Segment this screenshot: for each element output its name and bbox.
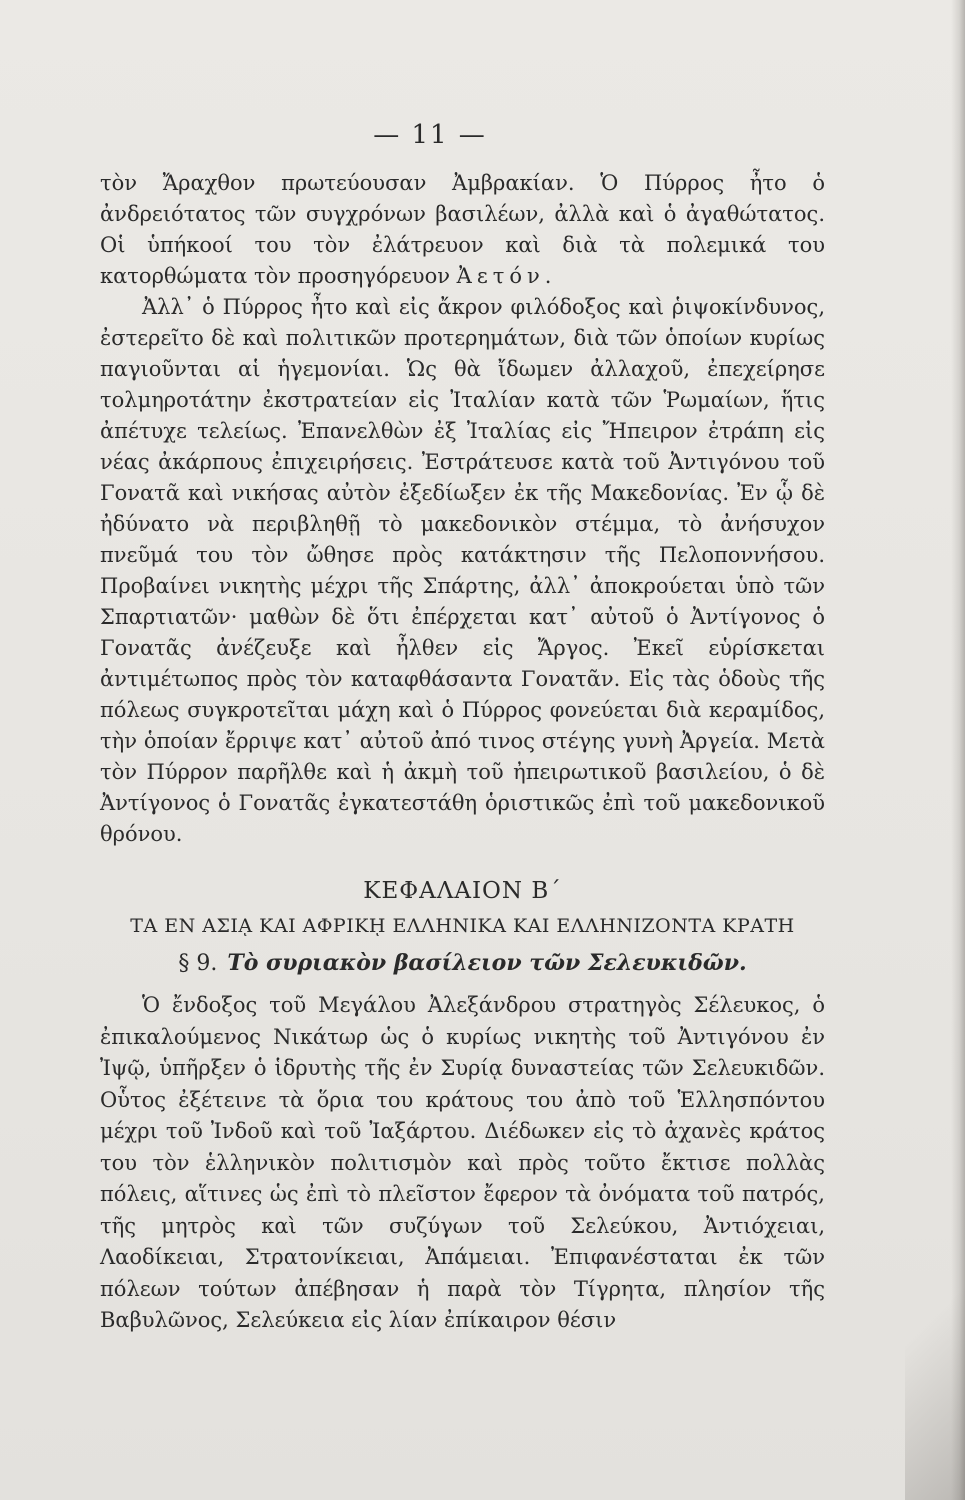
section-number: § 9. bbox=[178, 951, 218, 976]
section-title: Τὸ συριακὸν βασίλειον τῶν Σελευκιδῶν. bbox=[227, 950, 747, 976]
section-text-block bbox=[100, 990, 825, 1337]
section-paragraph: Ὁ ἔνδοξος τοῦ Μεγάλου Ἀλεξάνδρου στρατηγὸς Σέλευκος, ὁ ἐπικαλούμενος Νικάτωρ ὡς ὁ κυρίως νικητὴς τοῦ Ἀντιγόνου ἐν Ἰψῷ, ὑπῆρξεν ὁ ἱδρυτὴς τῆς ἐν Συρίᾳ δυναστείας τῶν Σελευκιδῶν. Οὗτος ἐξέτεινε τὰ ὅρια του κράτους του ἀπὸ τοῦ Ἑλλησπόντου μέχρι τοῦ Ἰνδοῦ καὶ τοῦ Ἰαξάρτου. Διέδωκεν εἰς τὸ ἀχανὲς κράτος του τὸν ἑλληνικὸν πολιτισμὸν καὶ πρὸς τοῦτο ἔκτισε πολλὰς πόλεις, αἵτινες ὡς ἐπὶ τὸ πλεῖστον ἔφερον τὰ ὀνόματα τοῦ πατρός, τῆς μητρὸς καὶ τῶν συζύγων τοῦ Σελεύκου, Ἀντιόχειαι, Λαοδίκειαι, Στρατονίκειαι, Ἀπάμειαι. Ἐπιφανέσταται ἐκ τῶν πόλεων τούτων ἀπέβησαν ἡ παρὰ τὸν Τίγρητα, πλησίον τῆς Βαβυλῶνος, Σελεύκεια εἰς λίαν ἐπίκαιρον θέσιν bbox=[100, 993, 825, 1332]
page-corner-shadow bbox=[905, 1200, 965, 1500]
main-text-block bbox=[100, 168, 825, 850]
paragraph-1-text: τὸν Ἄραχθον πρωτεύουσαν Ἀμβρακίαν. Ὁ Πύρρος ἦτο ὁ ἀνδρειότατος τῶν συγχρόνων βασιλέων, ἀλλὰ καὶ ὁ ἀγαθώτατος. Οἱ ὑπήκοοί του τὸν ἐλάτρευον καὶ διὰ τὰ πολεμικά του κατορθώματα τὸν προσηγόρευον bbox=[100, 171, 825, 288]
emphasized-word: Ἀετόν. bbox=[456, 264, 557, 288]
chapter-subtitle: ΤΑ ΕΝ ΑΣΙᾼ ΚΑΙ ΑΦΡΙΚῌ ΕΛΛΗΝΙΚΑ ΚΑΙ ΕΛΛΗΝΙΖΟΝΤΑ ΚΡΑΤΗ bbox=[130, 915, 795, 937]
section-heading bbox=[100, 950, 825, 976]
paragraph-1 bbox=[100, 168, 825, 292]
page-number: — 11 — bbox=[373, 120, 487, 150]
chapter-title: ΚΕΦΑΛΑΙΟΝ Β´ bbox=[363, 878, 562, 904]
paragraph-2: Ἀλλ᾽ ὁ Πύρρος ἦτο καὶ εἰς ἄκρον φιλόδοξος καὶ ῥιψοκίνδυνος, ἐστερεῖτο δὲ καὶ πολιτικῶν προτερημάτων, διὰ τῶν ὁποίων κυρίως παγιοῦνται αἱ ἡγεμονίαι. Ὡς θὰ ἴδωμεν ἀλλαχοῦ, ἐπεχείρησε τολμηροτάτην ἐκστρατείαν εἰς Ἰταλίαν κατὰ τῶν Ῥωμαίων, ἥτις ἀπέτυχε τελείως. Ἐπανελθὼν ἐξ Ἰταλίας εἰς Ἤπειρον ἐτράπη εἰς νέας ἀκάρπους ἐπιχειρήσεις. Ἐστράτευσε κατὰ τοῦ Ἀντιγόνου τοῦ Γονατᾶ καὶ νικήσας αὐτὸν ἐξεδίωξεν ἐκ τῆς Μακεδονίας. Ἐν ᾧ δὲ ἠδύνατο νὰ περιβληθῇ τὸ μακεδονικὸν στέμμα, τὸ ἀνήσυχον πνεῦμά του τὸν ὤθησε πρὸς κατάκτησιν τῆς Πελοποννήσου. Προβαίνει νικητὴς μέχρι τῆς Σπάρτης, ἀλλ᾽ ἀποκρούεται ὑπὸ τῶν Σπαρτιατῶν· μαθὼν δὲ ὅτι ἐπέρχεται κατ᾽ αὐτοῦ ὁ Ἀντίγονος ὁ Γονατᾶς ἀνέζευξε καὶ ἦλθεν εἰς Ἄργος. Ἐκεῖ εὑρίσκεται ἀντιμέτωπος πρὸς τὸν καταφθάσαντα Γονατᾶν. Εἰς τὰς ὁδοὺς τῆς πόλεως συγκροτεῖται μάχη καὶ ὁ Πύρρος φονεύεται διὰ κεραμίδος, τὴν ὁποίαν ἔρριψε κατ᾽ αὐτοῦ ἀπό τινος στέγης γυνὴ Ἀργεία. Μετὰ τὸν Πύρρον παρῆλθε καὶ ἡ ἀκμὴ τοῦ ἠπειρωτικοῦ βασιλείου, ὁ δὲ Ἀντίγονος ὁ Γονατᾶς ἐγκατεστάθη ὁριστικῶς ἐπὶ τοῦ μακεδονικοῦ θρόνου. bbox=[100, 295, 825, 846]
